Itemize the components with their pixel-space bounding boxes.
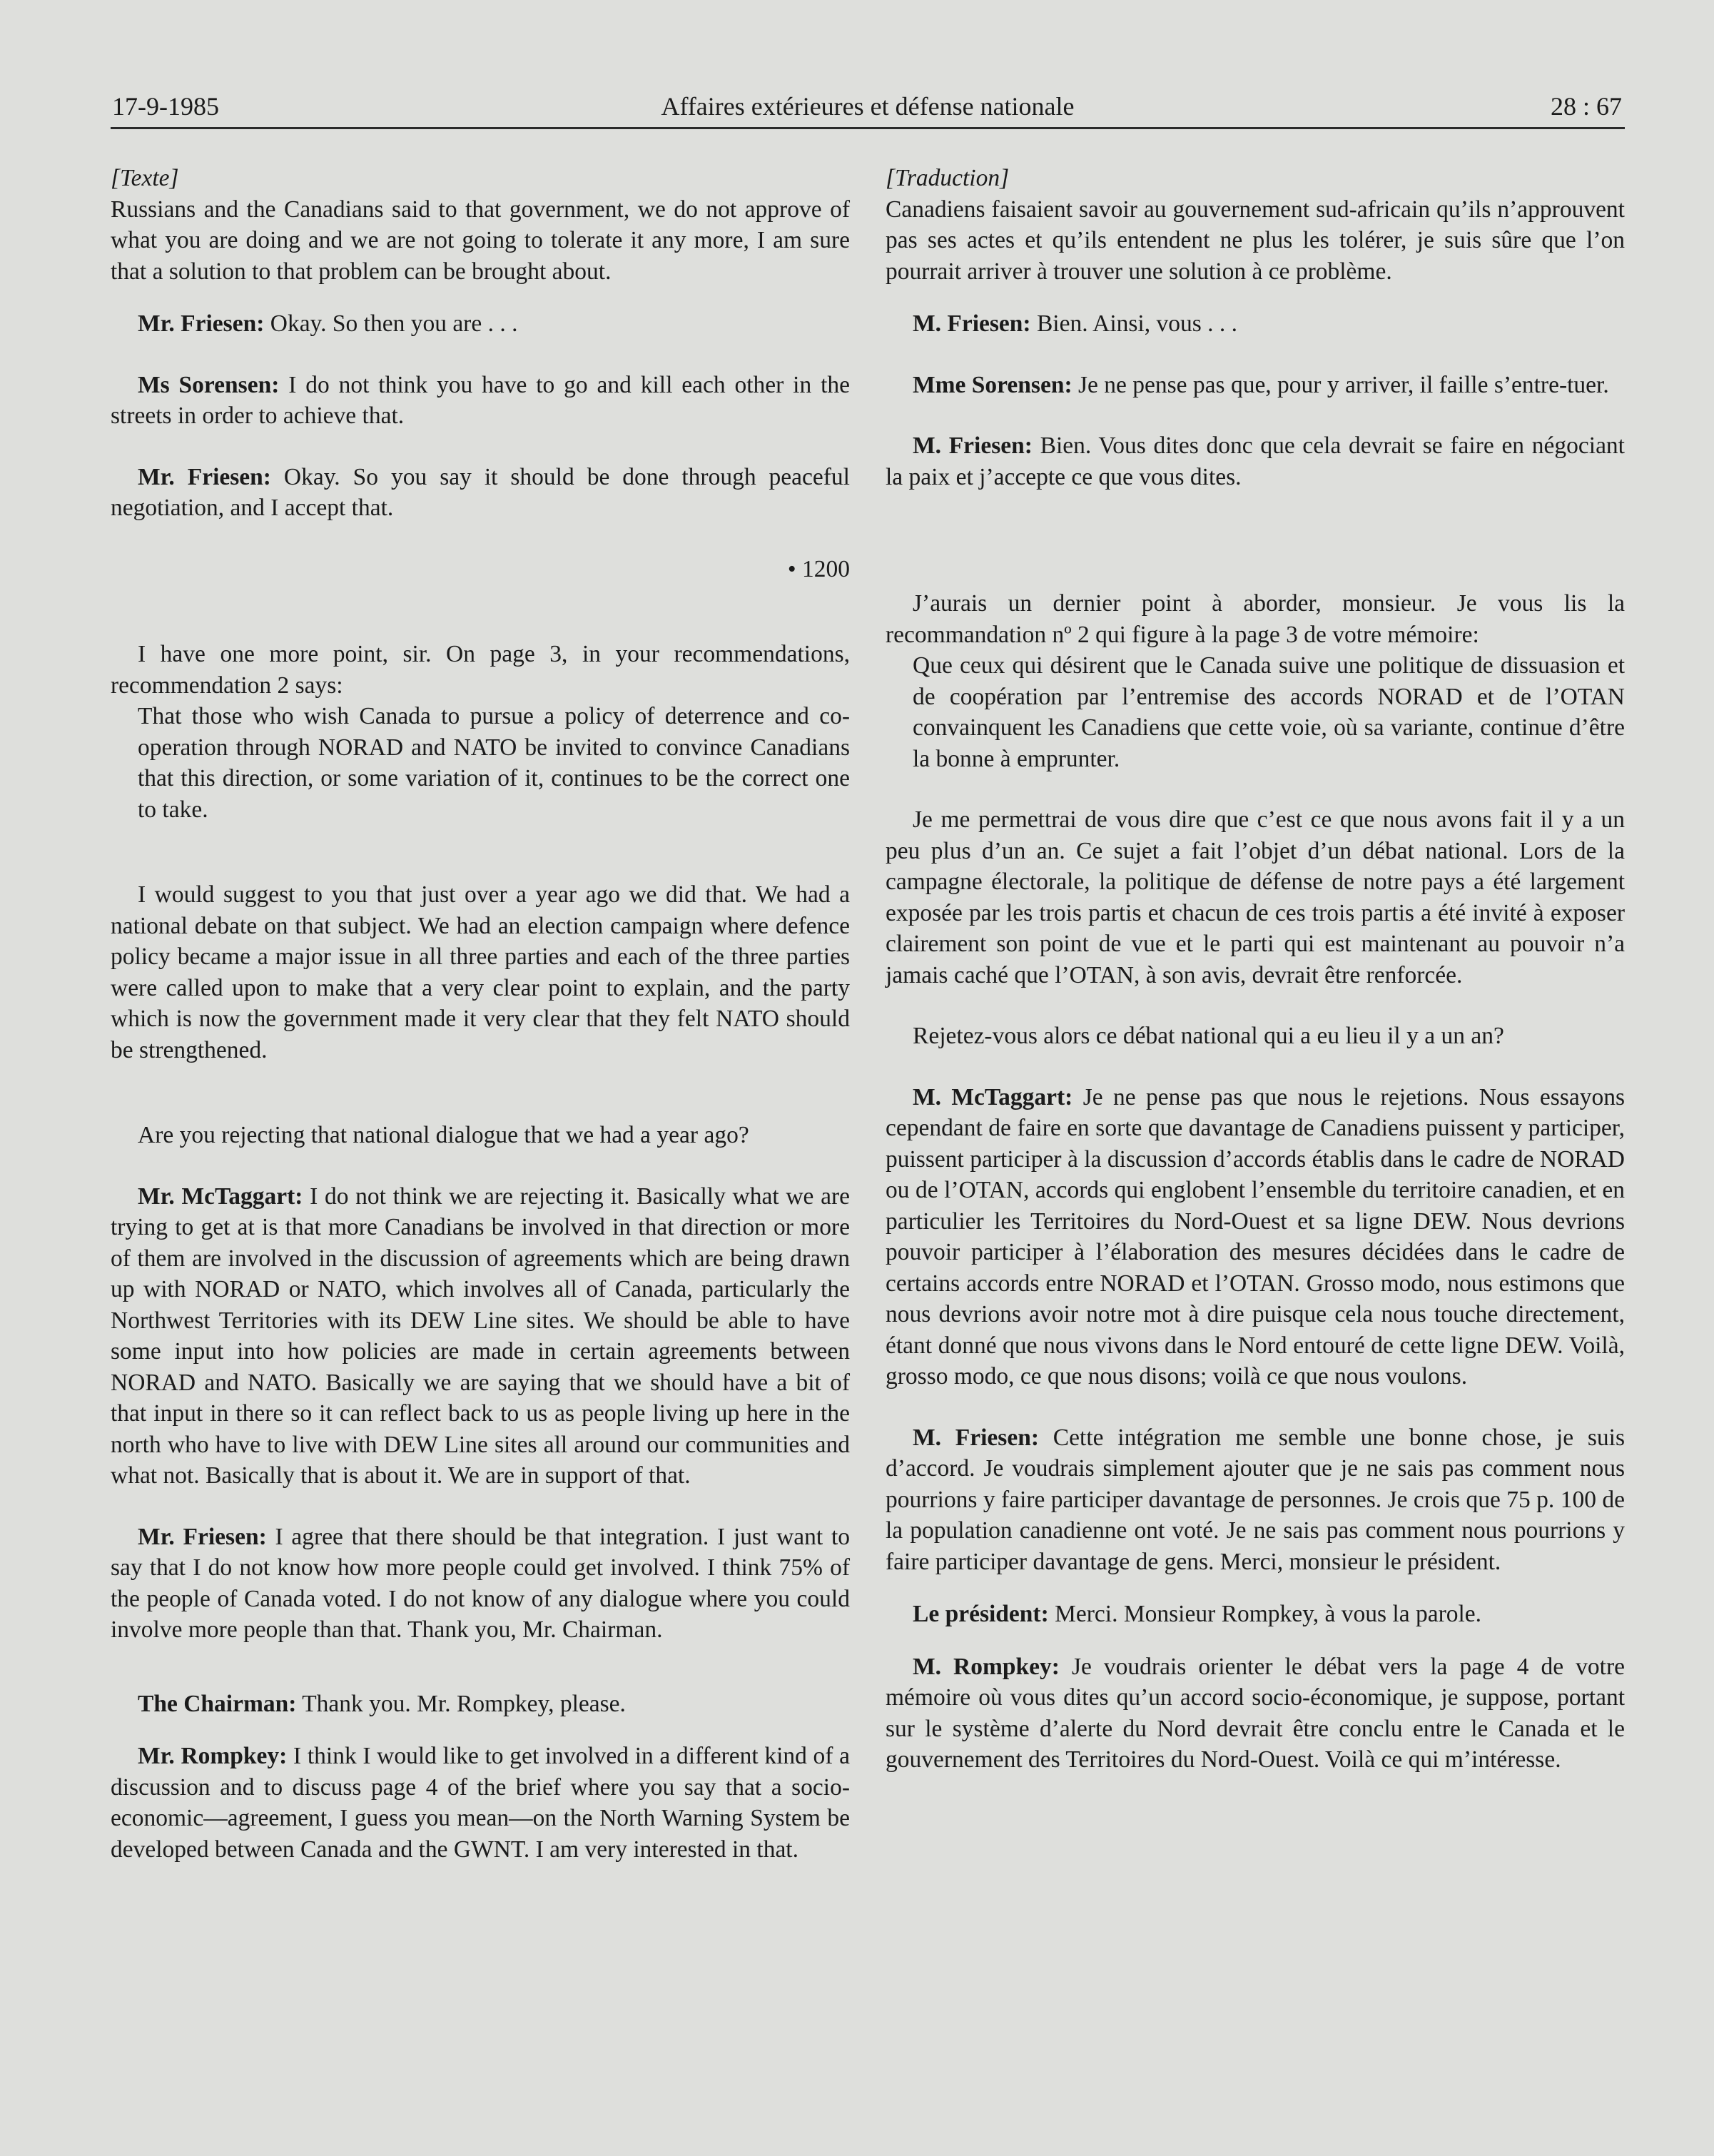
speech-text: I think I would like to get involved in a different kind of a discussion and to discuss page 4 of the brief where you say that a socio-economic—agreement, I guess you mean—on the North Warning System be developed between Canada and the GWNT. I am very interested in that.	[111, 1743, 850, 1863]
language-label: [Texte]	[111, 165, 179, 191]
speaker-paragraph	[111, 1522, 850, 1646]
speech-text: I agree that there should be that integration. I just want to say that I do not know how more people could get involved. I think 75% of the people of Canada voted. I do not know of any dialogue where you could involve more people than that. Thank you, Mr. Chairman.	[111, 1523, 851, 1643]
time-marker: • 1200	[787, 555, 850, 582]
quoted-recommendation: That those who wish Canada to pursue a policy of deterrence and co-operation through NORAD and NATO be invited to convince Canadians that this direction, or some variation of it, continues to be the correct one to take.	[138, 703, 850, 823]
speaker-paragraph	[111, 370, 850, 432]
paragraph: Je me permettrai de vous dire que c’est ce que nous avons fait il y a un peu plus d’un an. Ce sujet a fait l’objet d’un débat national. Lors de la campagne électorale, la politique de défense de notre pays a été largement exposée par les trois partis et chacun de ces trois partis a été invité à exposer clairement son point de vue et le parti qui est maintenant au pouvoir n’a jamais caché que l’OTAN, à son avis, devrait être renforcée.	[886, 806, 1625, 988]
speaker-name: Mr. Friesen:	[138, 310, 265, 337]
speech-text: Je ne pense pas que, pour y arriver, il faille s’entre-tuer.	[1072, 371, 1609, 398]
speaker-paragraph	[886, 1651, 1625, 1776]
speaker-paragraph	[111, 462, 850, 524]
header-date: 17-9-1985	[112, 92, 219, 121]
speaker-paragraph	[111, 308, 850, 340]
language-label: [Traduction]	[886, 165, 1010, 191]
speech-text: Cette intégration me semble une bonne chose, je suis d’accord. Je voudrais simplement ajouter que je ne sais pas comment nous pourrions y faire participer davantage de personnes. Je crois que 75 p. 100 de la population canadienne ont voté. Je ne sais pas comment nous pourrions y faire participer davantage de gens. Merci, monsieur le président.	[886, 1424, 1625, 1575]
paragraph: Canadiens faisaient savoir au gouvernement sud-africain qu’ils n’approuvent pas ses actes et qu’ils entendent ne plus les tolérer, je suis sûre que l’on pourrait arriver à trouver une solution à ce problème.	[886, 196, 1625, 285]
speech-text: I do not think we are rejecting it. Basically what we are trying to get at is that more Canadians be involved in that direction or more of them are involved in the discussion of agreements which are being drawn up with NORAD or NATO, which involves all of Canada, particularly the Northwest Territories with its DEW Line sites. We should be able to have some input into how policies are made in certain agreements between NORAD and NATO. Basically we are saying that we should have a bit of that input in there so it can reflect back to us as people living up here in the north who have to live with DEW Line sites all around our communities and what not. Basically that is about it. We are in support of that.	[111, 1183, 850, 1489]
speech-text: Merci. Monsieur Rompkey, à vous la parole.	[1048, 1601, 1482, 1627]
speaker-name: M. Friesen:	[913, 1424, 1039, 1451]
paragraph: J’aurais un dernier point à aborder, monsieur. Je vous lis la recommandation nº 2 qui figure à la page 3 de votre mémoire:	[886, 590, 1625, 648]
paragraph: Are you rejecting that national dialogue that we had a year ago?	[138, 1122, 749, 1148]
speaker-name: The Chairman:	[138, 1690, 297, 1717]
speaker-paragraph	[886, 308, 1625, 340]
speaker-name: Ms Sorensen:	[138, 371, 280, 398]
speaker-paragraph	[886, 1599, 1625, 1630]
speech-text: Thank you. Mr. Rompkey, please.	[296, 1690, 626, 1717]
speaker-paragraph	[111, 1689, 850, 1720]
speaker-name: M. Rompkey:	[913, 1653, 1060, 1680]
speaker-name: Mme Sorensen:	[913, 371, 1072, 398]
speech-text: I do not think you have to go and kill each other in the streets in order to achieve that.	[111, 371, 850, 429]
running-header	[111, 84, 1625, 129]
speaker-name: M. Friesen:	[913, 310, 1031, 337]
speaker-paragraph	[886, 1422, 1625, 1578]
paragraph: Russians and the Canadians said to that government, we do not approve of what you are doing and we are not going to tolerate it any more, I am sure that a solution to that problem can be brought about.	[111, 196, 850, 285]
speech-text: Je ne pense pas que nous le rejetions. Nous essayons cependant de faire en sorte que davantage de Canadiens puissent y participer, puissent participer à la discussion d’accords établis dans le cadre de NORAD ou de l’OTAN, accords qui englobent l’ensemble du territoire canadien, et en particulier les Territoires du Nord-Ouest et sa ligne DEW. Nous devrions pouvoir participer à l’élaboration des mesures décidées dans le cadre de certains accords entre NORAD et l’OTAN. Grosso modo, nous estimons que nous devrions avoir notre mot à dire puisque cela nous touche directement, étant donné que nous vivons dans le Nord entouré de cette ligne DEW. Voilà, grosso modo, ce que nous disons; voilà ce que nous voulons.	[886, 1083, 1626, 1390]
speaker-name: Mr. McTaggart:	[138, 1183, 303, 1210]
speaker-name: Mr. Rompkey:	[138, 1743, 288, 1769]
speaker-name: M. McTaggart:	[913, 1083, 1073, 1110]
speech-text: Bien. Vous dites donc que cela devrait se faire en négociant la paix et j’accepte ce que vous dites.	[886, 432, 1625, 490]
paragraph: Rejetez-vous alors ce débat national qui a eu lieu il y a un an?	[913, 1023, 1504, 1049]
header-title: Affaires extérieures et défense nationale	[661, 92, 1075, 121]
french-column	[886, 163, 1625, 1776]
english-column	[111, 163, 850, 1865]
header-page-number: 28 : 67	[1550, 92, 1622, 121]
paragraph: I have one more point, sir. On page 3, in your recommendations, recommendation 2 says:	[111, 641, 850, 699]
speaker-name: M. Friesen:	[913, 432, 1033, 459]
speaker-name: Mr. Friesen:	[138, 463, 271, 490]
speech-text: Okay. So then you are . . .	[264, 310, 518, 337]
speech-text: Je voudrais orienter le débat vers la page 4 de votre mémoire où vous dites qu’un accord socio-économique, je suppose, portant sur le système d’alerte du Nord devrait être conclu entre le Canada et le gouvernement des Territoires du Nord-Ouest. Voilà ce qui m’intéresse.	[886, 1653, 1625, 1773]
speaker-paragraph	[111, 1181, 850, 1492]
speech-text: Bien. Ainsi, vous . . .	[1030, 310, 1238, 337]
speaker-paragraph	[886, 370, 1625, 401]
speaker-name: Le président:	[913, 1601, 1049, 1627]
quoted-recommendation: Que ceux qui désirent que le Canada suive une politique de dissuasion et de coopération par l’entremise des accords NORAD et de l’OTAN convainquent les Canadiens que cette voie, où sa variante, continue d’être la bonne à emprunter.	[913, 652, 1625, 772]
speaker-paragraph	[111, 1741, 850, 1865]
speaker-name: Mr. Friesen:	[138, 1523, 267, 1550]
speaker-paragraph	[886, 1082, 1625, 1392]
speaker-paragraph	[886, 430, 1625, 492]
paragraph: I would suggest to you that just over a year ago we did that. We had a national debate on that subject. We had an election campaign where defence policy became a major issue in all three parties and each of the three parties were called upon to make that a very clear point to explain, and the party which is now the government made it very clear that they felt NATO should be strengthened.	[111, 881, 850, 1063]
speech-text: Okay. So you say it should be done through peaceful negotiation, and I accept that.	[111, 463, 850, 521]
